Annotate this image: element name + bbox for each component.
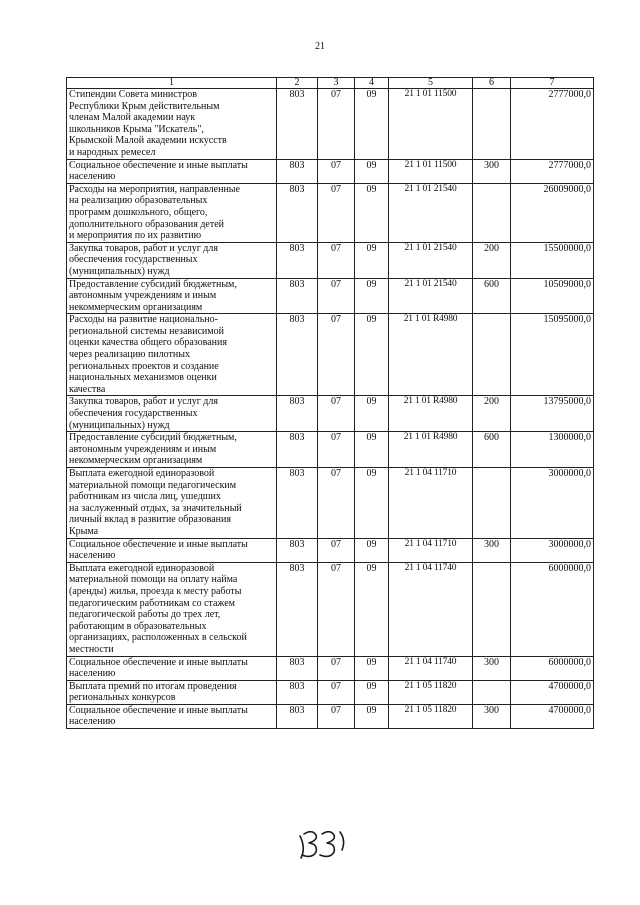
expense-name-cell [67,314,277,396]
expense-name-line: оценки качества общего образования [69,337,227,349]
expense-type-cell [473,314,511,396]
expense-type-cell: 300 [473,704,511,728]
target-article-cell: 21 1 04 11740 [389,656,473,680]
target-article-cell: 21 1 01 11500 [389,159,473,183]
section-cell: 07 [318,183,355,242]
expense-name-line: Выплата премий по итогам проведения [69,680,237,692]
signature [296,828,356,862]
amount-cell: 26009000,0 [511,183,594,242]
amount-cell: 15095000,0 [511,314,594,396]
expense-name-cell [67,396,277,432]
expense-type-cell: 200 [473,396,511,432]
header-cell: 2 [277,78,318,89]
table-row [67,704,594,728]
expense-type-cell: 600 [473,432,511,468]
section-cell: 07 [318,680,355,704]
amount-cell: 2777000,0 [511,159,594,183]
expense-name-line: членам Малой академии наук [69,112,196,124]
expense-name-cell [67,680,277,704]
expense-name-line: материальной помощи педагогическим [69,479,237,491]
grbs-cell: 803 [277,538,318,562]
target-article-cell: 21 1 01 21540 [389,242,473,278]
header-cell: 3 [318,78,355,89]
grbs-cell: 803 [277,242,318,278]
header-cell: 4 [355,78,389,89]
subsection-cell: 09 [355,432,389,468]
subsection-cell: 09 [355,278,389,314]
handwritten-number-signature [296,828,356,862]
expense-name-line: некоммерческим организациям [69,301,203,313]
grbs-cell: 803 [277,89,318,160]
header-cell: 5 [389,78,473,89]
expense-name-line: региональных конкурсов [69,692,176,704]
expense-name-line: Стипендии Совета министров [69,89,197,100]
expense-type-cell [473,183,511,242]
target-article-cell: 21 1 04 11710 [389,468,473,539]
subsection-cell: 09 [355,562,389,656]
expense-name-line: (муниципальных) нужд [69,419,170,431]
section-cell: 07 [318,432,355,468]
amount-cell: 10509000,0 [511,278,594,314]
table-row [67,538,594,562]
header-cell: 1 [67,78,277,89]
amount-cell: 4700000,0 [511,704,594,728]
grbs-cell: 803 [277,656,318,680]
expense-name-line: населению [69,550,116,562]
amount-cell: 4700000,0 [511,680,594,704]
grbs-cell: 803 [277,680,318,704]
expense-name-line: Крыма [69,525,99,537]
subsection-cell: 09 [355,538,389,562]
expense-name-line: региональной системы независимой [69,325,224,337]
expense-name-cell [67,242,277,278]
budget-table [66,77,594,729]
subsection-cell: 09 [355,704,389,728]
expense-type-cell [473,562,511,656]
table-row [67,314,594,396]
expense-name-line: педагогическим работникам со стажем [69,597,235,609]
table-row [67,183,594,242]
header-cell: 6 [473,78,511,89]
expense-name-line: Закупка товаров, работ и услуг для [69,396,218,408]
expense-type-cell [473,468,511,539]
expense-name-line: национальных механизмов оценки [69,372,217,384]
expense-name-line: программ дошкольного, общего, [69,206,208,218]
amount-cell: 3000000,0 [511,538,594,562]
expense-name-line: Предоставление субсидий бюджетным, [69,278,237,290]
expense-name-line: обеспечения государственных [69,408,198,420]
expense-name-line: местности [69,643,114,655]
expense-name-line: организациях, расположенных в сельской [69,632,247,644]
section-cell: 07 [318,656,355,680]
page-number: 21 [315,41,325,52]
subsection-cell: 09 [355,468,389,539]
section-cell: 07 [318,89,355,160]
target-article-cell: 21 1 04 11740 [389,562,473,656]
expense-name-line: Социальное обеспечение и иные выплаты [69,704,248,716]
table-row [67,159,594,183]
section-cell: 07 [318,242,355,278]
expense-type-cell: 300 [473,656,511,680]
table-row [67,396,594,432]
expense-name-cell [67,468,277,539]
subsection-cell: 09 [355,183,389,242]
expense-name-cell [67,89,277,160]
grbs-cell: 803 [277,432,318,468]
expense-name-line: Социальное обеспечение и иные выплаты [69,159,248,171]
table-row [67,432,594,468]
target-article-cell: 21 1 01 R4980 [389,432,473,468]
expense-name-line: и народных ремесел [69,146,156,158]
expense-name-line: региональных проектов и создание [69,360,219,372]
section-cell: 07 [318,314,355,396]
amount-cell: 3000000,0 [511,468,594,539]
section-cell: 07 [318,538,355,562]
expense-name-line: населению [69,668,116,680]
grbs-cell: 803 [277,562,318,656]
expense-name-line: Республики Крым действительным [69,100,220,112]
subsection-cell: 09 [355,242,389,278]
expense-name-line: (муниципальных) нужд [69,265,170,277]
subsection-cell: 09 [355,159,389,183]
expense-name-line: населению [69,716,116,728]
expense-name-line: Социальное обеспечение и иные выплаты [69,656,248,668]
expense-type-cell: 300 [473,159,511,183]
target-article-cell: 21 1 04 11710 [389,538,473,562]
expense-type-cell [473,680,511,704]
target-article-cell: 21 1 01 21540 [389,183,473,242]
table-row [67,278,594,314]
target-article-cell: 21 1 01 21540 [389,278,473,314]
expense-name-line: дополнительного образования детей [69,218,224,230]
expense-name-cell [67,159,277,183]
expense-name-line: Предоставление субсидий бюджетным, [69,432,237,444]
table-row [67,242,594,278]
expense-name-line: автономным учреждениям и иным [69,290,217,302]
header-cell: 7 [511,78,594,89]
table-row [67,656,594,680]
section-cell: 07 [318,396,355,432]
target-article-cell: 21 1 05 11820 [389,704,473,728]
expense-name-line: материальной помощи на оплату найма [69,574,238,586]
expense-name-cell [67,432,277,468]
amount-cell: 15500000,0 [511,242,594,278]
subsection-cell: 09 [355,396,389,432]
expense-name-line: Выплата ежегодной единоразовой [69,562,215,574]
expense-type-cell: 200 [473,242,511,278]
expense-name-line: и мероприятия по их развитию [69,230,202,242]
grbs-cell: 803 [277,396,318,432]
expense-name-line: Крымской Малой академии искусств [69,135,227,147]
amount-cell: 2777000,0 [511,89,594,160]
subsection-cell: 09 [355,680,389,704]
target-article-cell: 21 1 01 R4980 [389,314,473,396]
expense-name-line: Социальное обеспечение и иные выплаты [69,538,248,550]
expense-name-line: (аренды) жилья, проезда к месту работы [69,585,242,597]
header-row [67,78,594,89]
expense-name-line: через реализацию пилотных [69,349,190,361]
expense-name-line: личный вклад в развитие образования [69,514,231,526]
expense-name-line: Расходы на развитие национально- [69,314,218,326]
expense-type-cell: 600 [473,278,511,314]
section-cell: 07 [318,468,355,539]
expense-name-line: работающим в образовательных [69,620,207,632]
expense-name-line: на реализацию образовательных [69,195,208,207]
expense-name-line: Расходы на мероприятия, направленные [69,183,240,195]
subsection-cell: 09 [355,656,389,680]
expense-name-line: населению [69,171,116,183]
expense-name-cell [67,183,277,242]
grbs-cell: 803 [277,278,318,314]
amount-cell: 6000000,0 [511,656,594,680]
expense-type-cell [473,89,511,160]
grbs-cell: 803 [277,704,318,728]
grbs-cell: 803 [277,314,318,396]
expense-name-line: педагогической работы до трех лет, [69,609,221,621]
expense-name-line: на заслуженный отдых, за значительный [69,502,242,514]
grbs-cell: 803 [277,468,318,539]
section-cell: 07 [318,704,355,728]
expense-name-cell [67,538,277,562]
grbs-cell: 803 [277,159,318,183]
section-cell: 07 [318,159,355,183]
expense-name-line: Закупка товаров, работ и услуг для [69,242,218,254]
table-row [67,468,594,539]
expense-type-cell: 300 [473,538,511,562]
table-row [67,680,594,704]
expense-name-cell [67,562,277,656]
expense-name-line: школьников Крыма "Искатель", [69,123,204,135]
target-article-cell: 21 1 05 11820 [389,680,473,704]
section-cell: 07 [318,562,355,656]
grbs-cell: 803 [277,183,318,242]
expense-name-line: некоммерческим организациям [69,455,203,467]
target-article-cell: 21 1 01 R4980 [389,396,473,432]
table-body [67,89,594,729]
table-row [67,562,594,656]
expense-name-line: автономным учреждениям и иным [69,443,217,455]
expense-name-line: качества [69,383,106,395]
expense-name-line: работникам из числа лиц, ушедших [69,491,221,503]
expense-name-line: обеспечения государственных [69,254,198,266]
table-row [67,89,594,160]
amount-cell: 6000000,0 [511,562,594,656]
expense-name-line: Выплата ежегодной единоразовой [69,468,215,479]
subsection-cell: 09 [355,314,389,396]
subsection-cell: 09 [355,89,389,160]
target-article-cell: 21 1 01 11500 [389,89,473,160]
expense-name-cell [67,704,277,728]
section-cell: 07 [318,278,355,314]
amount-cell: 13795000,0 [511,396,594,432]
amount-cell: 1300000,0 [511,432,594,468]
expense-name-cell [67,278,277,314]
expense-name-cell [67,656,277,680]
